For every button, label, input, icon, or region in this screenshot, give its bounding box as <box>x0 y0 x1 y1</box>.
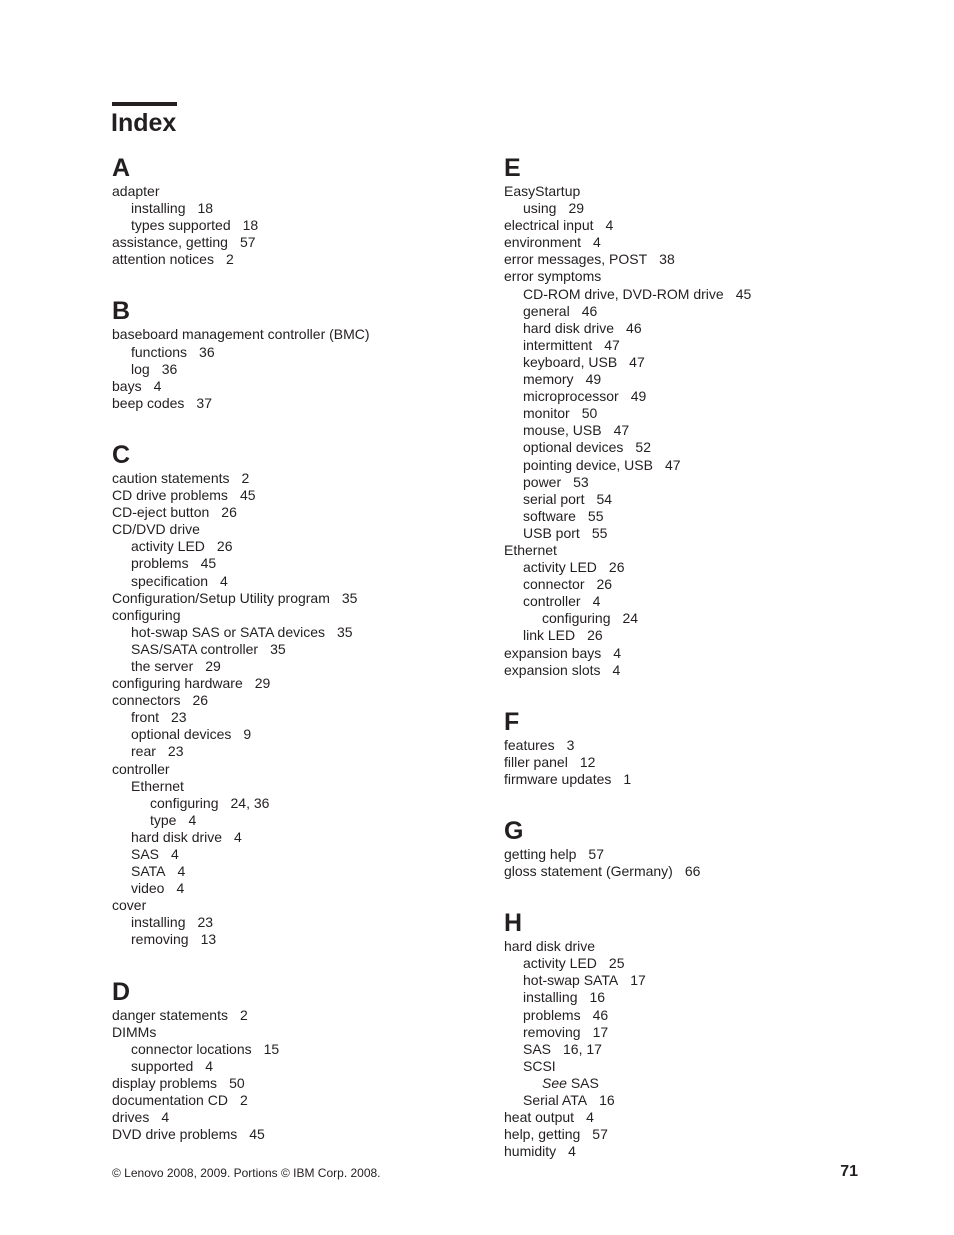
index-term: firmware updates <box>504 770 612 787</box>
index-term: activity LED <box>523 559 597 576</box>
index-entry <box>504 354 884 371</box>
index-term: humidity <box>504 1143 557 1160</box>
index-entry <box>504 457 884 474</box>
page-reference: 45 <box>249 1126 265 1143</box>
index-entry <box>504 938 884 955</box>
index-entry <box>504 542 884 559</box>
page-reference: 47 <box>604 336 620 353</box>
page-reference: 2 <box>239 1006 248 1023</box>
index-entry <box>504 268 884 285</box>
index-term: microprocessor <box>523 388 619 405</box>
index-entry <box>504 1058 884 1075</box>
copyright-notice: © Lenovo 2008, 2009. Portions © IBM Corp. 2008. <box>112 1166 381 1180</box>
page-reference: 47 <box>613 422 630 439</box>
index-entry <box>504 234 884 251</box>
page-reference: 24 <box>622 610 639 627</box>
index-entry <box>504 422 884 439</box>
index-term: Serial ATA <box>523 1092 588 1109</box>
index-term: assistance, getting <box>112 234 228 251</box>
page-reference: 47 <box>629 353 645 370</box>
index-term: activity LED <box>131 538 205 555</box>
page-reference: 3 <box>566 736 575 753</box>
index-term: log <box>131 360 150 377</box>
index-entry <box>504 662 884 679</box>
page-reference: 36 <box>199 343 215 360</box>
index-term: CD-eject button <box>112 504 210 521</box>
index-entry <box>504 737 884 754</box>
index-entry <box>112 1041 492 1058</box>
index-entry <box>504 320 884 337</box>
index-term: optional devices <box>131 726 232 743</box>
index-term: intermittent <box>523 336 593 353</box>
index-term: features <box>504 736 555 753</box>
index-term: problems <box>131 555 189 572</box>
page-reference: 53 <box>573 473 589 490</box>
page-reference: 1 <box>623 770 632 787</box>
index-entry <box>504 1126 884 1143</box>
index-entry <box>504 405 884 422</box>
index-term: DIMMs <box>112 1023 157 1040</box>
page-reference: 35 <box>270 640 286 657</box>
page-reference: 9 <box>243 726 252 743</box>
page-reference: 23 <box>171 709 187 726</box>
index-term: CD/DVD drive <box>112 521 200 538</box>
page-reference: 25 <box>608 955 625 972</box>
index-term: pointing device, USB <box>523 456 653 473</box>
section-letter: E <box>504 154 521 182</box>
page-reference: 18 <box>197 200 214 217</box>
index-term: problems <box>523 1006 581 1023</box>
section-letter: C <box>112 440 131 469</box>
index-term: type <box>150 811 177 828</box>
index-entry <box>504 371 884 388</box>
page-reference: 55 <box>587 507 604 524</box>
index-entry <box>112 778 492 795</box>
index-section-d <box>112 977 492 1144</box>
page-reference: 4 <box>568 1143 576 1160</box>
index-entry <box>112 555 492 572</box>
index-entry <box>112 709 492 726</box>
index-entry <box>504 863 884 880</box>
index-term: error symptoms <box>504 268 602 285</box>
index-entry <box>504 645 884 662</box>
index-term: EasyStartup <box>504 183 581 199</box>
section-letter: A <box>112 154 131 182</box>
page-reference: 57 <box>592 1126 608 1143</box>
page-reference: 26 <box>192 692 209 709</box>
index-entry <box>112 1058 492 1075</box>
index-term: Ethernet <box>131 777 184 794</box>
index-term: bays <box>112 377 142 394</box>
index-entry <box>112 1109 492 1126</box>
index-entry <box>504 610 884 627</box>
page-reference: 29 <box>205 657 221 674</box>
index-entry <box>504 1007 884 1024</box>
page-reference: 2 <box>241 469 250 486</box>
index-entry <box>504 559 884 576</box>
page-reference: 46 <box>581 302 598 319</box>
section-letter: B <box>112 297 131 326</box>
index-term: adapter <box>112 183 160 199</box>
index-entry <box>504 627 884 644</box>
index-term: software <box>523 507 576 524</box>
index-entry <box>112 378 492 395</box>
page-reference: 38 <box>659 251 675 268</box>
page-reference: 4 <box>205 1057 214 1074</box>
page-reference: 16, 17 <box>563 1040 602 1057</box>
page-reference: 23 <box>197 914 214 931</box>
index-entry <box>112 863 492 880</box>
page-reference: 26 <box>608 559 625 576</box>
index-entry <box>504 754 884 771</box>
index-entry <box>504 1024 884 1041</box>
index-column-left <box>112 153 492 1171</box>
page-reference: 17 <box>592 1023 609 1040</box>
index-term: DVD drive problems <box>112 1126 238 1143</box>
page-reference: 52 <box>635 439 651 456</box>
index-term: configuring hardware <box>112 675 243 692</box>
index-entry <box>112 812 492 829</box>
index-term: configuring <box>150 794 219 811</box>
page-reference: 26 <box>587 627 603 644</box>
index-term: activity LED <box>523 955 597 972</box>
page-reference: 2 <box>225 251 234 268</box>
index-term: supported <box>131 1057 194 1074</box>
index-entry <box>112 743 492 760</box>
index-entry <box>112 217 492 234</box>
index-term: cover <box>112 897 147 914</box>
index-term: documentation CD <box>112 1092 228 1109</box>
index-entry <box>112 234 492 251</box>
index-term: general <box>523 302 570 319</box>
index-term: connectors <box>112 692 181 709</box>
page-reference: 45 <box>200 555 217 572</box>
index-entry <box>112 573 492 590</box>
index-entry <box>112 658 492 675</box>
page-reference: 15 <box>263 1040 280 1057</box>
section-letter: F <box>504 707 520 736</box>
index-term: power <box>523 473 562 490</box>
page-reference: 50 <box>581 405 598 422</box>
index-entry <box>504 491 884 508</box>
index-term: expansion slots <box>504 661 601 678</box>
page-reference: 13 <box>200 931 217 948</box>
index-term: removing <box>523 1023 581 1040</box>
index-term: filler panel <box>504 753 568 770</box>
index-section-f <box>504 707 884 788</box>
index-entry <box>112 1007 492 1024</box>
page-reference: 26 <box>221 504 237 521</box>
index-term: hot-swap SAS or SATA devices <box>131 623 326 640</box>
index-entry <box>112 931 492 948</box>
index-entry <box>504 771 884 788</box>
index-term: SAS <box>523 1040 552 1057</box>
page-reference: 54 <box>596 490 613 507</box>
index-term: mouse, USB <box>523 422 602 439</box>
index-entry <box>504 972 884 989</box>
page-reference: 35 <box>341 589 358 606</box>
index-entry <box>504 474 884 491</box>
index-term: front <box>131 709 160 726</box>
index-term: configuring <box>112 606 181 623</box>
index-term: beep codes <box>112 394 185 411</box>
index-entry <box>112 344 492 361</box>
index-entry <box>504 1075 884 1092</box>
page-reference: 46 <box>592 1006 609 1023</box>
index-term: USB port <box>523 524 580 541</box>
index-entry <box>112 1126 492 1143</box>
index-entry <box>112 726 492 743</box>
see-reference: See <box>542 1074 567 1091</box>
index-term: hard disk drive <box>131 828 223 845</box>
index-entry <box>504 303 884 320</box>
index-term: rear <box>131 743 156 760</box>
index-term: Ethernet <box>504 541 557 558</box>
index-term: installing <box>131 914 186 931</box>
index-section-g <box>504 816 884 880</box>
index-term: display problems <box>112 1074 218 1091</box>
page-reference: 4 <box>234 828 242 845</box>
index-term: Configuration/Setup Utility program <box>112 589 330 606</box>
index-column-right <box>504 153 884 1188</box>
page-reference: 4 <box>188 811 197 828</box>
index-term: heat output <box>504 1109 575 1126</box>
index-term: SATA <box>131 863 166 880</box>
index-term: types supported <box>131 217 231 234</box>
index-entry <box>504 593 884 610</box>
page-reference: 4 <box>153 377 162 394</box>
page-reference: 55 <box>591 524 608 541</box>
index-term: drives <box>112 1109 150 1126</box>
index-term: CD-ROM drive, DVD-ROM drive <box>523 285 724 302</box>
index-entry <box>504 525 884 542</box>
page-reference: 45 <box>735 285 752 302</box>
index-entry <box>504 1041 884 1058</box>
index-term: controller <box>112 760 170 777</box>
index-term: getting help <box>504 846 577 862</box>
index-term: removing <box>131 931 189 948</box>
index-entry <box>504 1109 884 1126</box>
index-term: SCSI <box>523 1057 556 1074</box>
index-entry <box>112 675 492 692</box>
index-term: installing <box>523 989 578 1006</box>
index-entry <box>504 1092 884 1109</box>
index-entry <box>112 846 492 863</box>
index-entry <box>504 337 884 354</box>
index-term: error messages, POST <box>504 251 648 268</box>
index-entry <box>504 200 884 217</box>
section-letter: H <box>504 909 523 938</box>
index-term: connector locations <box>131 1040 252 1057</box>
index-entry <box>112 795 492 812</box>
page-reference: 49 <box>630 388 647 405</box>
index-entry <box>504 251 884 268</box>
index-term: hard disk drive <box>523 319 615 336</box>
index-entry <box>112 470 492 487</box>
index-entry <box>112 504 492 521</box>
page-title: Index <box>111 109 177 137</box>
index-entry <box>112 590 492 607</box>
page-reference: 16 <box>589 989 606 1006</box>
index-term: optional devices <box>523 439 624 456</box>
index-entry <box>504 439 884 456</box>
page-reference: 45 <box>239 487 256 504</box>
index-term: electrical input <box>504 217 594 234</box>
index-term: specification <box>131 572 209 589</box>
index-entry <box>504 1143 884 1160</box>
page-reference: 57 <box>239 234 256 251</box>
index-term: SAS <box>570 1074 599 1091</box>
page-reference: 26 <box>596 576 613 593</box>
index-term: gloss statement (Germany) <box>504 863 673 880</box>
index-entry <box>112 1024 492 1041</box>
page-reference: 17 <box>630 972 646 989</box>
index-entry <box>112 487 492 504</box>
page-reference: 2 <box>239 1092 248 1109</box>
page-reference: 12 <box>579 753 596 770</box>
index-term: expansion bays <box>504 644 602 661</box>
index-entry <box>112 538 492 555</box>
index-term: configuring <box>542 610 611 627</box>
index-entry <box>504 217 884 234</box>
index-entry <box>112 607 492 624</box>
page-reference: 4 <box>613 644 622 661</box>
index-section-c <box>112 440 492 949</box>
index-term: baseboard management controller (BMC) <box>112 326 370 343</box>
index-entry <box>112 829 492 846</box>
page-reference: 4 <box>612 661 621 678</box>
page-reference: 29 <box>568 200 585 217</box>
index-section-h <box>504 908 884 1160</box>
index-term: SAS/SATA controller <box>131 640 259 657</box>
index-entry <box>112 251 492 268</box>
page-reference: 4 <box>605 217 614 234</box>
index-entry <box>504 508 884 525</box>
page-reference: 57 <box>588 846 604 862</box>
page-reference: 4 <box>171 846 179 862</box>
index-entry <box>112 692 492 709</box>
index-entry <box>112 200 492 217</box>
page-reference: 36 <box>161 360 178 377</box>
index-entry <box>112 641 492 658</box>
index-term: monitor <box>523 405 570 422</box>
index-term: connector <box>523 576 585 593</box>
page-reference: 66 <box>684 863 701 880</box>
index-section-a <box>112 153 492 268</box>
index-entry <box>112 395 492 412</box>
index-entry <box>112 1092 492 1109</box>
index-entry <box>112 761 492 778</box>
page-reference: 24, 36 <box>230 794 270 811</box>
index-term: attention notices <box>112 251 214 268</box>
section-letter: D <box>112 977 131 1006</box>
index-term: environment <box>504 234 582 251</box>
page-reference: 16 <box>599 1092 615 1109</box>
index-entry <box>504 989 884 1006</box>
index-term: installing <box>131 200 186 217</box>
index-term: keyboard, USB <box>523 353 618 370</box>
index-entry <box>112 1075 492 1092</box>
page-number: 71 <box>840 1163 858 1180</box>
index-term: the server <box>131 657 194 674</box>
page-reference: 46 <box>626 319 642 336</box>
index-entry <box>504 183 884 200</box>
index-term: functions <box>131 343 188 360</box>
index-section-b <box>112 296 492 411</box>
index-entry <box>112 897 492 914</box>
page-reference: 47 <box>664 456 681 473</box>
page-reference: 23 <box>167 743 184 760</box>
page-reference: 37 <box>196 394 212 411</box>
page-reference: 26 <box>216 538 233 555</box>
index-term: serial port <box>523 490 585 507</box>
index-entry <box>112 361 492 378</box>
index-term: caution statements <box>112 469 230 486</box>
page-reference: 4 <box>176 880 185 897</box>
index-entry <box>112 880 492 897</box>
index-term: CD drive problems <box>112 487 228 504</box>
index-entry <box>504 576 884 593</box>
page-reference: 4 <box>593 234 601 251</box>
page-reference: 50 <box>229 1074 245 1091</box>
section-letter: G <box>504 817 524 845</box>
page-reference: 35 <box>337 623 353 640</box>
page-reference: 18 <box>242 217 259 234</box>
page-reference: 4 <box>586 1109 594 1126</box>
page-reference: 4 <box>592 593 601 610</box>
index-term: danger statements <box>112 1006 228 1023</box>
index-entry <box>504 388 884 405</box>
index-entry <box>112 914 492 931</box>
index-term: hot-swap SATA <box>523 972 619 989</box>
index-term: using <box>523 200 557 217</box>
page-reference: 49 <box>585 371 602 388</box>
index-term: help, getting <box>504 1126 581 1143</box>
index-entry <box>112 624 492 641</box>
index-term: SAS <box>131 846 160 862</box>
index-entry <box>112 183 492 200</box>
index-section-e <box>504 153 884 679</box>
page-reference: 29 <box>254 675 271 692</box>
index-term: hard disk drive <box>504 938 596 955</box>
index-entry <box>112 326 492 343</box>
page-reference: 4 <box>161 1109 170 1126</box>
index-term: memory <box>523 371 574 388</box>
page-reference: 4 <box>177 863 186 880</box>
index-term: video <box>131 880 165 897</box>
index-entry <box>504 286 884 303</box>
index-entry <box>504 955 884 972</box>
page-reference: 4 <box>220 572 228 589</box>
index-entry <box>112 521 492 538</box>
index-term: controller <box>523 593 581 610</box>
index-entry <box>504 846 884 863</box>
index-term: link LED <box>523 627 576 644</box>
